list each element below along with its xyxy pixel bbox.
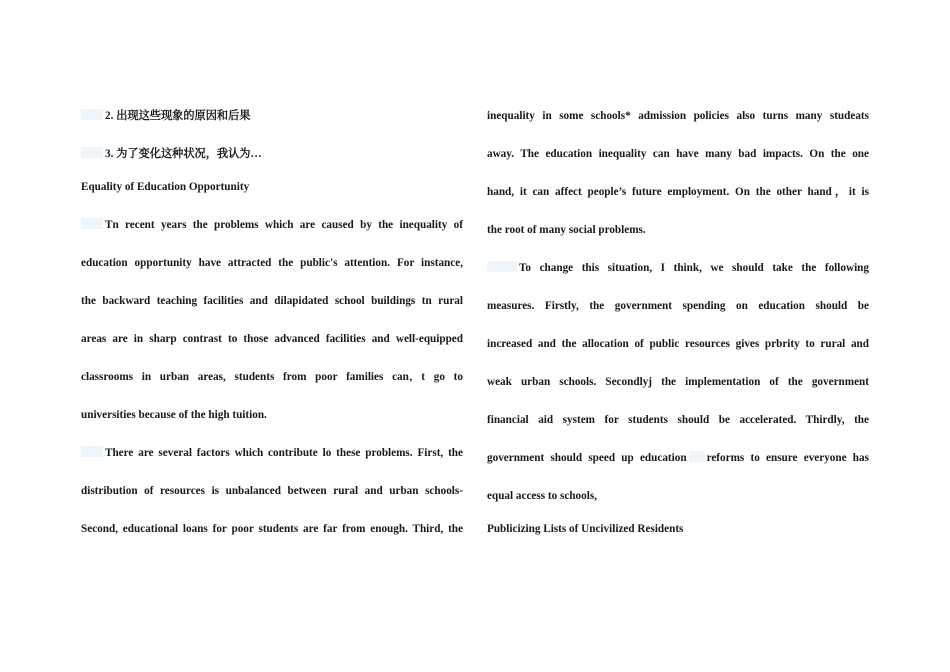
essay-title: Equality of Education Opportunity	[81, 181, 250, 193]
paragraph-line: education opportunity have attracted the public's attention. For instance,	[81, 257, 463, 269]
paragraph-line: weak urban schools. Secondlyj the implementation of the government	[487, 376, 869, 388]
indent-highlight	[487, 261, 517, 272]
outline-item-3: 3. 为了变化这种状况，我认为…	[81, 147, 463, 161]
paragraph-line: There are several factors which contribute lo these problems. First, the	[81, 446, 463, 460]
paragraph-line: measures. Firstly, the government spending on education should be	[487, 300, 869, 312]
paragraph-line: To change this situation, I think, we should take the following	[487, 261, 869, 275]
paragraph-line: the backward teaching facilities and dilapidated school buildings tn rural	[81, 295, 463, 307]
indent-highlight	[81, 446, 103, 457]
indent-highlight	[81, 218, 103, 229]
indent-highlight	[81, 147, 103, 158]
paragraph-line: universities because of the high tuition.	[81, 409, 267, 421]
paragraph-line: areas are in sharp contrast to those advanced facilities and well-equipped	[81, 333, 463, 345]
indent-highlight	[81, 109, 103, 120]
paragraph-line: distribution of resources is unbalanced between rural and urban schools-	[81, 485, 463, 497]
paragraph-line: Tn recent years the problems which are caused by the inequality of	[81, 218, 463, 232]
outline-item-2: 2. 出现这些现象的原因和后果	[81, 109, 463, 123]
paragraph-line: inequality in some schools* admission policies also turns many studeats	[487, 110, 869, 122]
next-essay-title: Publicizing Lists of Uncivilized Residents	[487, 523, 684, 535]
paragraph-line: away. The education inequality can have many bad impacts. On the one	[487, 148, 869, 160]
paragraph-line: increased and the allocation of public resources gives prbrity to rural and	[487, 338, 869, 350]
paragraph-line: the root of many social problems.	[487, 224, 646, 236]
paragraph-line: Second, educational loans for poor students are far from enough. Third, the	[81, 523, 463, 535]
paragraph-line: hand, it can affect people’s future employment. On the other hand，it is	[487, 186, 869, 198]
blank-gap	[689, 451, 705, 462]
paragraph-line: equal access to schools,	[487, 490, 598, 502]
paragraph-line: classrooms in urban areas, students from poor families can‚ t go to	[81, 371, 463, 383]
paragraph-line: government should speed up education reforms to ensure everyone has	[487, 452, 869, 464]
paragraph-line: financial aid system for students should be accelerated. Thirdly, the	[487, 414, 869, 426]
